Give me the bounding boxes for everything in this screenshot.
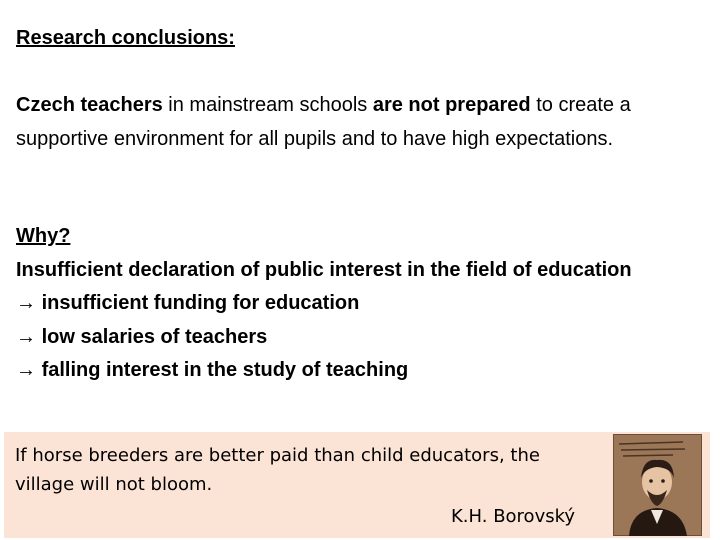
arrow-icon: →	[16, 325, 36, 348]
consequence-label: low salaries of teachers	[41, 325, 268, 348]
conclusion-paragraph	[16, 88, 706, 156]
quote-author: K.H. Borovský	[451, 506, 576, 527]
conclusion-bold-subject: Czech teachers	[16, 94, 163, 116]
quote-box	[4, 432, 710, 538]
why-statement: Insufficient declaration of public interest in the field of education	[16, 258, 632, 281]
arrow-icon: →	[16, 359, 36, 381]
consequence-item	[16, 354, 706, 388]
quote-text	[15, 441, 595, 499]
conclusion-text-2: to create a supportive environment for all pupils and to have high expectations.	[16, 94, 631, 150]
portrait-image	[613, 434, 702, 536]
heading: Research conclusions:	[16, 27, 235, 49]
why-section	[16, 220, 706, 388]
quote-line: village will not bloom.	[15, 474, 213, 495]
why-title: Why?	[16, 225, 71, 247]
consequence-item	[16, 321, 706, 355]
conclusion-bold-predicate: are not prepared	[372, 94, 531, 116]
consequence-item	[16, 287, 706, 321]
arrow-icon: →	[16, 292, 36, 314]
quote-line: If horse breeders are better paid than child educators, the	[15, 445, 540, 466]
conclusion-text-1: in mainstream schools	[162, 94, 373, 116]
consequence-label: falling interest in the study of teaching	[41, 359, 409, 381]
consequence-label: insufficient funding for education	[41, 292, 360, 314]
